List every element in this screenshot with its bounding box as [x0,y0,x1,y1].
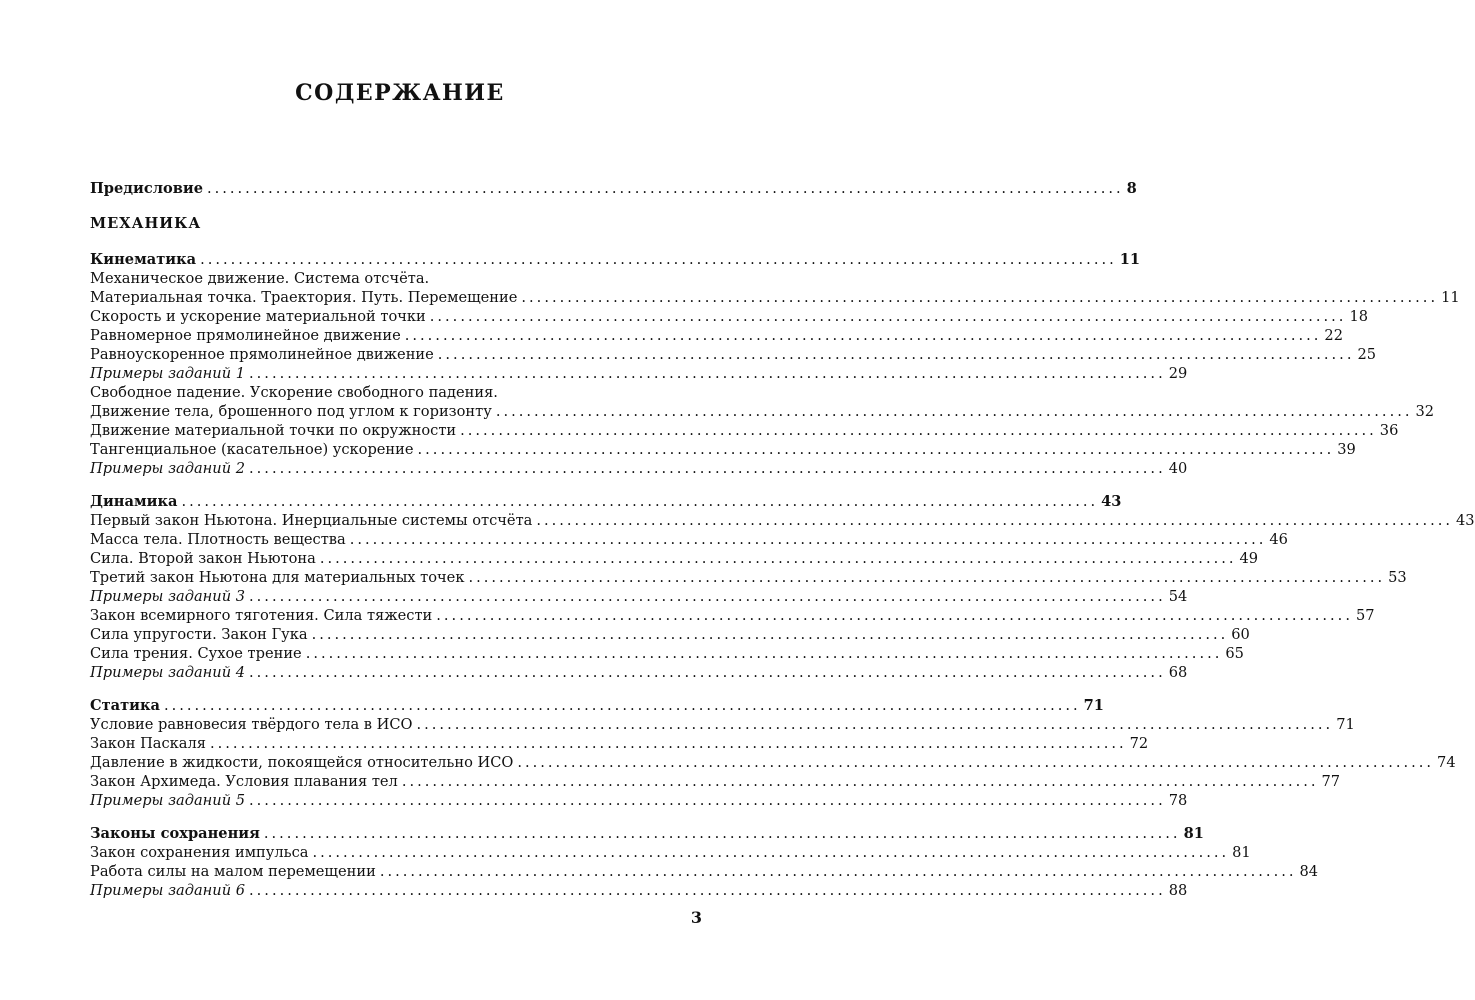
toc-entry[interactable] [90,791,1188,810]
toc-entry-label: Третий закон Ньютона для материальных точек [90,569,465,586]
toc-entry-page: 81 [1183,825,1204,842]
toc-entry-page: 43 [1101,493,1122,510]
toc-entry-page: 72 [1129,735,1149,752]
toc-entry-page: 81 [1232,844,1251,861]
toc-entry-page: 74 [1437,754,1456,771]
leader-dots: ........................................................................................................................ [468,569,1386,586]
toc-entry[interactable] [90,307,1369,326]
toc-entry-label: Масса тела. Плотность вещества [90,531,346,548]
toc-entry-label: Скорость и ускорение материальной точки [90,308,426,325]
leader-dots: ........................................................................................................................ [429,308,1347,325]
leader-dots: ........................................................................................................................ [249,365,1166,382]
toc-entry-label: Примеры заданий 4 [90,664,246,681]
toc-entry[interactable] [90,530,1288,549]
toc-entry-label: Работа силы на малом перемещении [90,863,376,880]
toc-entry-page: 22 [1324,327,1343,344]
toc-entry[interactable] [90,772,1341,791]
toc-groups [90,250,1475,900]
toc-entry-label: Примеры заданий 6 [90,882,246,899]
toc-entry[interactable] [90,734,1149,753]
toc-entry[interactable] [90,644,1244,663]
toc-entry-label: Статика [90,697,160,714]
toc-entry-label: Свободное падение. Ускорение свободного падения. [90,384,498,401]
toc-entry[interactable] [90,715,1355,734]
toc-entry-label: Законы сохранения [90,825,260,842]
toc-entry[interactable] [90,288,1460,307]
toc-entry[interactable] [90,663,1188,682]
toc-entry-label: Кинематика [90,251,197,268]
toc-heading-entry[interactable] [90,250,1141,269]
toc-entry[interactable] [90,881,1188,900]
toc-entry-label: Равномерное прямолинейное движение [90,327,401,344]
toc-entry[interactable] [90,383,702,402]
toc-entry-label: Равноускоренное прямолинейное движение [90,346,434,363]
leader-dots: ........................................................................................................................ [312,844,1230,861]
toc-entry-label: Закон сохранения импульса [90,844,309,861]
toc-entry-page: 11 [1441,289,1460,306]
leader-dots: ........................................................................................................................ [249,664,1166,681]
toc-entry-label: Сила трения. Сухое трение [90,645,302,662]
toc-entry-page: 25 [1357,346,1377,363]
leader-dots: ........................................................................................................................ [416,716,1334,733]
toc-entry-label: Сила упругости. Закон Гука [90,626,308,643]
leader-dots: ........................................................................................................................ [379,863,1297,880]
toc-entry[interactable] [90,511,1475,530]
leader-dots: ........................................................................................................................ [349,531,1267,548]
toc-entry[interactable] [90,459,1188,478]
toc-entry-page: 29 [1168,365,1188,382]
toc-entry-label: Предисловие [90,180,203,197]
spacer [90,810,702,824]
toc-entry[interactable] [90,625,1250,644]
toc-entry-page: 71 [1083,697,1104,714]
toc-entry-page: 46 [1269,531,1288,548]
leader-dots: ........................................................................................................................ [521,289,1439,306]
toc-entry-label: Примеры заданий 2 [90,460,246,477]
toc-entry-label: Динамика [90,493,178,510]
toc-entry-label: Материальная точка. Траектория. Путь. Перемещение [90,289,518,306]
leader-dots: ........................................................................................................................ [249,792,1166,809]
leader-dots: ........................................................................................................................ [249,460,1166,477]
toc-entry-page: 8 [1126,180,1137,197]
toc-entry-label: Движение тела, брошенного под углом к горизонту [90,403,492,420]
page-title: СОДЕРЖАНИЕ [295,80,505,106]
toc-entry-label: Механическое движение. Система отсчёта. [90,270,430,287]
toc-entry-page: 39 [1337,441,1356,458]
leader-dots: ........................................................................................................................ [311,626,1229,643]
spacer [90,239,702,250]
toc-entry[interactable] [90,843,1251,862]
toc-entry-page: 57 [1355,607,1375,624]
leader-dots: ........................................................................................................................ [437,346,1355,363]
toc-entry[interactable] [90,269,702,288]
toc-entry-label: Тангенциальное (касательное) ускорение [90,441,414,458]
leader-dots: ........................................................................................................................ [181,493,1099,510]
toc-entry-label: Условие равновесия твёрдого тела в ИСО [90,716,413,733]
spacer [90,682,702,696]
toc-entry[interactable] [90,753,1456,772]
leader-dots: ........................................................................................................................ [305,645,1223,662]
toc-group [90,696,1456,810]
toc-entry-page: 84 [1299,863,1319,880]
toc-entry[interactable] [90,345,1377,364]
toc-entry-page: 40 [1168,460,1188,477]
toc-entry[interactable] [90,568,1407,587]
toc-entry-page: 18 [1349,308,1369,325]
toc-entry-label: Примеры заданий 3 [90,588,246,605]
toc-entry-preface[interactable] [90,179,1137,198]
toc-entry[interactable] [90,862,1319,881]
toc-entry-page: 78 [1168,792,1188,809]
leader-dots: ........................................................................................................................ [536,512,1454,529]
leader-dots: ........................................................................................................................ [404,327,1322,344]
leader-dots: ........................................................................................................................ [417,441,1335,458]
toc-group [90,492,1475,682]
toc-entry[interactable] [90,364,1188,383]
toc-entry-label: Закон Архимеда. Условия плавания тел [90,773,398,790]
toc-entry[interactable] [90,549,1259,568]
toc-entry-page: 53 [1388,569,1407,586]
leader-dots: ........................................................................................................................ [495,403,1413,420]
toc-entry-label: Примеры заданий 1 [90,365,246,382]
toc-entry-label: Сила. Второй закон Ньютона [90,550,316,567]
toc-heading-entry[interactable] [90,492,1122,511]
leader-dots: ........................................................................................................................ [401,773,1319,790]
toc-entry[interactable] [90,326,1343,345]
toc-entry[interactable] [90,587,1188,606]
leader-dots: ........................................................................................................................ [263,825,1181,842]
toc-entry-label: Закон всемирного тяготения. Сила тяжести [90,607,433,624]
toc-entry-label: Первый закон Ньютона. Инерциальные системы отсчёта [90,512,533,529]
toc-group [90,250,1460,478]
toc-entry-label: Закон Паскаля [90,735,206,752]
table-of-contents [90,179,1475,900]
toc-entry-page: 32 [1415,403,1435,420]
toc-entry-page: 54 [1168,588,1188,605]
leader-dots: ........................................................................................................................ [460,422,1377,439]
toc-heading-entry[interactable] [90,824,1204,843]
toc-entry-label: Движение материальной точки по окружности [90,422,457,439]
toc-group [90,824,1319,900]
toc-heading-entry[interactable] [90,696,1104,715]
leader-dots: ........................................................................................................................ [249,882,1166,899]
leader-dots: ........................................................................................................................ [206,180,1124,197]
section-heading: МЕХАНИКА [90,215,202,232]
leader-dots: ........................................................................................................................ [517,754,1435,771]
toc-entry-page: 77 [1321,773,1341,790]
toc-entry-page: 60 [1231,626,1250,643]
toc-entry-page: 88 [1168,882,1188,899]
page-number: 3 [690,908,702,927]
leader-dots: ........................................................................................................................ [163,697,1081,714]
leader-dots: ........................................................................................................................ [200,251,1117,268]
toc-entry[interactable] [90,402,1435,421]
toc-entry-page: 36 [1379,422,1399,439]
toc-entry-page: 68 [1168,664,1188,681]
leader-dots: ........................................................................................................................ [319,550,1237,567]
leader-dots: ........................................................................................................................ [249,588,1166,605]
toc-entry-label: Примеры заданий 5 [90,792,246,809]
toc-entry-page: 43 [1456,512,1475,529]
spacer [90,478,702,492]
toc-entry-page: 71 [1336,716,1355,733]
toc-entry[interactable] [90,606,1375,625]
toc-entry-page: 65 [1225,645,1244,662]
leader-dots: ........................................................................................................................ [436,607,1353,624]
toc-entry[interactable] [90,440,1356,459]
toc-entry[interactable] [90,421,1399,440]
toc-entry-page: 49 [1239,550,1259,567]
toc-entry-page: 11 [1119,251,1141,268]
toc-entry-label: Давление в жидкости, покоящейся относительно ИСО [90,754,514,771]
leader-dots: ........................................................................................................................ [209,735,1127,752]
spacer [90,198,702,209]
